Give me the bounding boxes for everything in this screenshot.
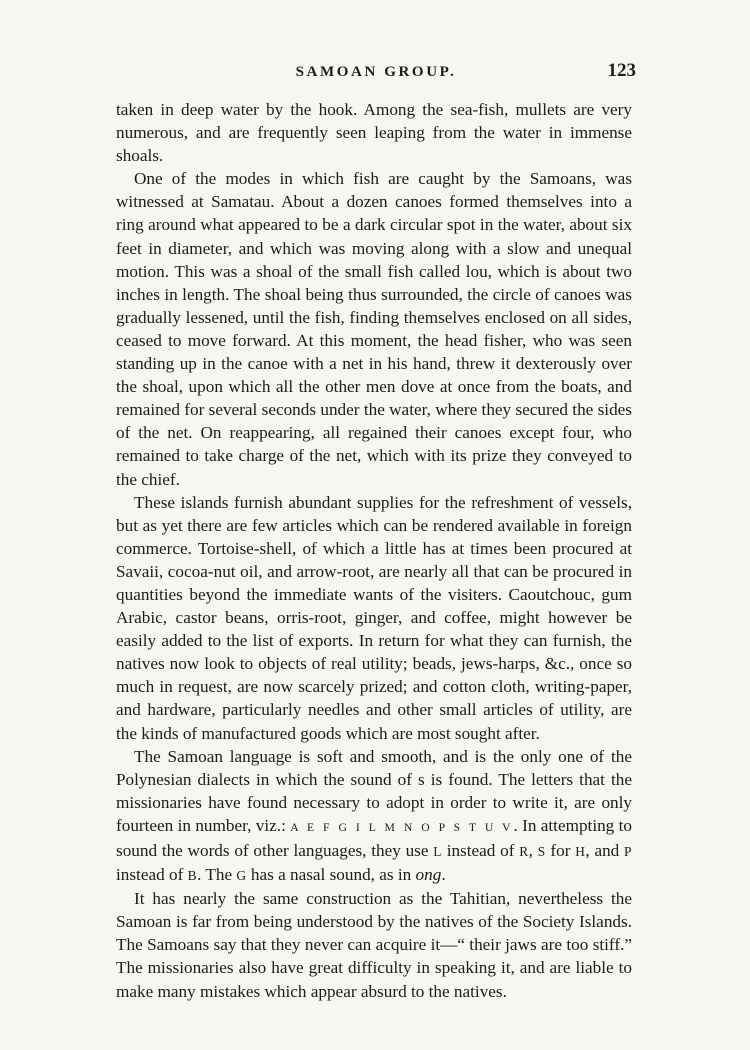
paragraph-4 — [116, 745, 632, 888]
letter-l: L — [433, 844, 442, 859]
letter-p: P — [624, 844, 632, 859]
page-number: 123 — [607, 60, 636, 81]
paragraph-2: One of the modes in which fish are caught by the Samoans, was witnessed at Samatau. About a dozen canoes formed themselves into a ring around what appeared to be a dark circular spot in the water, about six feet in diameter, and which was moving along with a slow and unequal motion. This was a shoal of the small fish called lou, which is about two inches in length. The shoal being thus surrounded, the circle of canoes was gradually lessened, until the fish, finding themselves enclosed on all sides, ceased to move forward. At this moment, the head fisher, who was seen standing up in the canoe with a net in his hand, threw it dexterously over the shoal, upon which all the other men dove at once from the boats, and remained for several seconds under the water, where they secured the sides of the net. On reappearing, all regained their canoes except four, who remained to take charge of the net, which with its prize they conveyed to the chief. — [116, 169, 632, 489]
letter-r: R — [519, 844, 529, 859]
body-text — [116, 98, 632, 1003]
p4-text-11: . — [441, 865, 446, 885]
running-head — [116, 60, 636, 88]
p4-text-6: for — [545, 841, 576, 860]
p4-text-4: instead of — [441, 841, 520, 860]
word-ong: ong — [415, 865, 442, 885]
paragraph-3: These islands furnish abundant supplies for the refreshment of vessels, but as yet there are few articles which can be rendered available in foreign commerce. Tortoise-shell, of which a little has at times been procured at Savaii, cocoa-nut oil, and arrow-root, are nearly all that can be procured in quantities beyond the immediate wants of the visiters. Caoutchouc, gum Arabic, castor beans, orris-root, ginger, and coffee, might however be easily added to the list of exports. In return for what they can furnish, the natives now look to objects of real utility; beads, jews-harps, &c., once so much in request, are now scarcely prized; and cotton cloth, writing-paper, and hardware, particularly needles and other small articles of utility, are the kinds of manufactured goods which are most sought after. — [116, 492, 632, 743]
p4-text-2: is found. The letters that the missionaries have found necessary to adopt in order to write it, are only fourteen in number, viz.: — [116, 769, 632, 835]
letter-s-2: S — [537, 844, 546, 859]
p4-text-8: instead of — [116, 865, 188, 885]
letter-b: B — [187, 868, 198, 884]
p4-text-1: The Samoan language is soft and smooth, and is the only one of the Polynesian dialects in which the sound of — [116, 746, 632, 789]
letter-s: s — [417, 769, 425, 789]
running-title: SAMOAN GROUP. — [295, 64, 457, 80]
p4-text-10: has a nasal sound, as in — [246, 865, 416, 885]
paragraph-5: It has nearly the same construction as the Tahitian, nevertheless the Samoan is far from being understood by the natives of the Society Islands. The Samoans say that they never can acquire it—“ their jaws are too stiff.” The missionaries also have great difficulty in speaking it, and are liable to make many mistakes which appear absurd to the natives. — [116, 889, 632, 1001]
p4-text-5: , — [528, 841, 538, 860]
letter-h: H — [575, 844, 586, 859]
p4-text-9: . The — [197, 865, 237, 885]
p4-text-3: . In attempting to sound the words of other languages, they use — [116, 815, 632, 860]
p4-text-7: , and — [585, 841, 625, 860]
alphabet-letters: A E F G I L M N O P S T U V — [290, 820, 514, 834]
letter-g: G — [236, 868, 247, 884]
paragraph-1: taken in deep water by the hook. Among the sea-fish, mullets are very numerous, and are frequently seen leaping from the water in immense shoals. — [116, 100, 632, 166]
